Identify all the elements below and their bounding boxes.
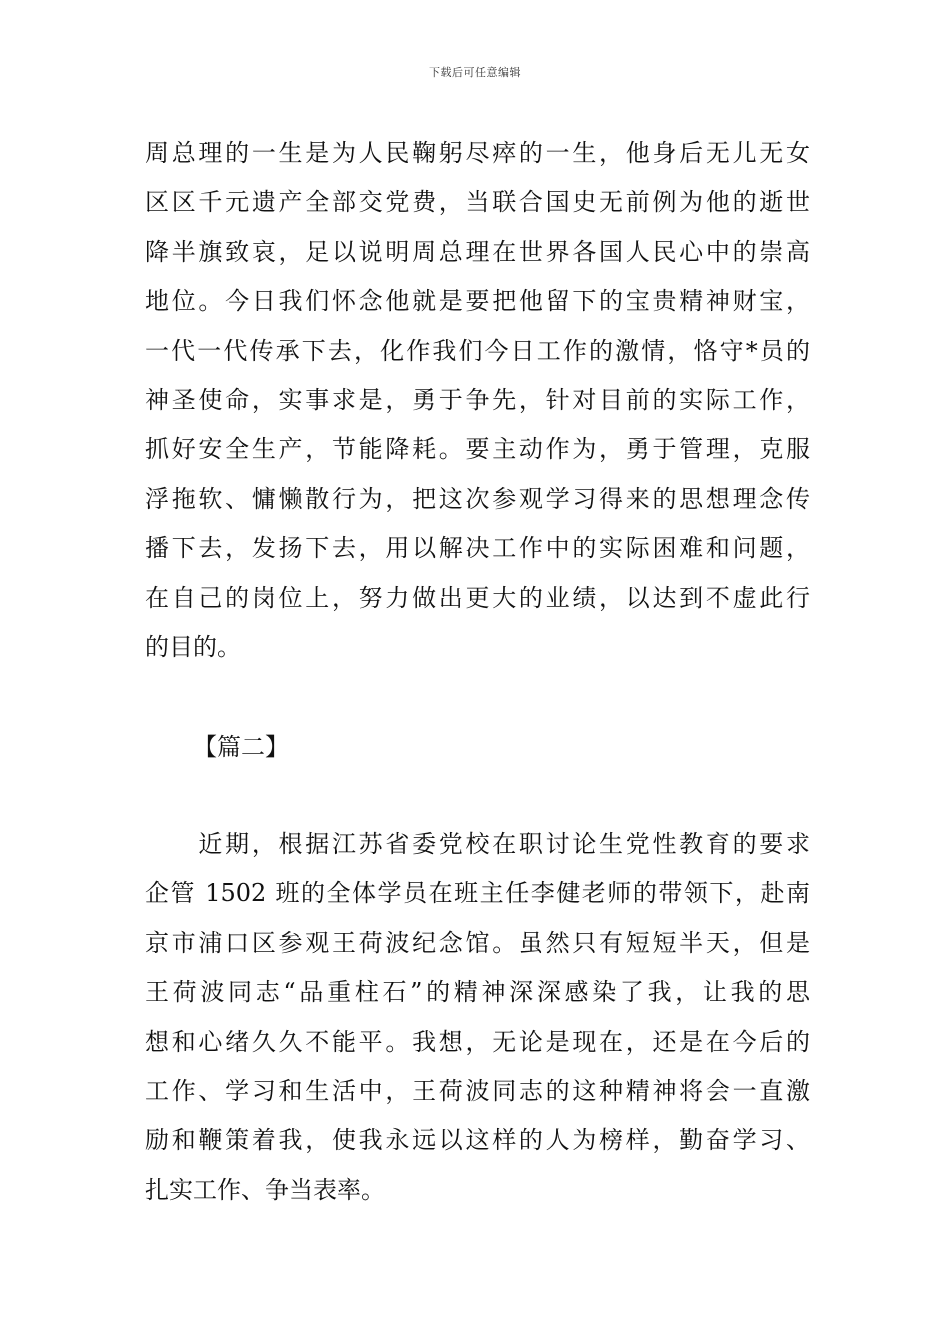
paragraph-line: 抓好安全生产，节能降耗。要主动作为，勇于管理，克服: [145, 435, 810, 464]
paragraph-line: 工作、学习和生活中，王荷波同志的这种精神将会一直激: [145, 1076, 810, 1105]
paragraph-line: 励和鞭策着我，使我永远以这样的人为榜样，勤奋学习、: [145, 1126, 810, 1155]
paragraph-line: 京市浦口区参观王荷波纪念馆。虽然只有短短半天，但是: [145, 928, 810, 957]
paragraph-line: 浮拖软、慵懒散行为，把这次参观学习得来的思想理念传: [145, 484, 810, 513]
paragraph-line: 扎实工作、争当表率。: [145, 1175, 385, 1204]
section-heading: 【篇二】: [193, 733, 289, 761]
paragraph-line: 周总理的一生是为人民鞠躬尽瘁的一生，他身后无儿无女: [145, 139, 810, 167]
paragraph-1: [145, 129, 810, 672]
paragraph-line: 一代一代传承下去，化作我们今日工作的激情，恪守*员的: [145, 336, 810, 365]
paragraph-line: 在自己的岗位上，努力做出更大的业绩，以达到不虚此行: [145, 583, 810, 612]
paragraph-line: 地位。今日我们怀念他就是要把他留下的宝贵精神财宝，: [145, 287, 810, 316]
paragraph-line: 企管 1502 班的全体学员在班主任李健老师的带领下，赴南: [145, 879, 810, 908]
paragraph-line: 近期，根据江苏省委党校在职讨论生党性教育的要求: [145, 830, 810, 858]
paragraph-line: 想和心绪久久不能平。我想，无论是现在，还是在今后的: [145, 1027, 810, 1056]
paragraph-2: [145, 820, 810, 1215]
paragraph-line: 区区千元遗产全部交党费，当联合国史无前例为他的逝世: [145, 188, 810, 217]
paragraph-line: 的目的。: [145, 632, 241, 661]
paragraph-line: 王荷波同志“品重柱石”的精神深深感染了我，让我的思: [145, 978, 810, 1007]
paragraph-line: 播下去，发扬下去，用以解决工作中的实际困难和问题，: [145, 534, 810, 563]
paragraph-line: 降半旗致哀，足以说明周总理在世界各国人民心中的崇高: [145, 237, 810, 266]
download-note: 下载后可任意编辑: [429, 66, 521, 79]
paragraph-line: 神圣使命，实事求是，勇于争先，针对目前的实际工作，: [145, 385, 810, 414]
